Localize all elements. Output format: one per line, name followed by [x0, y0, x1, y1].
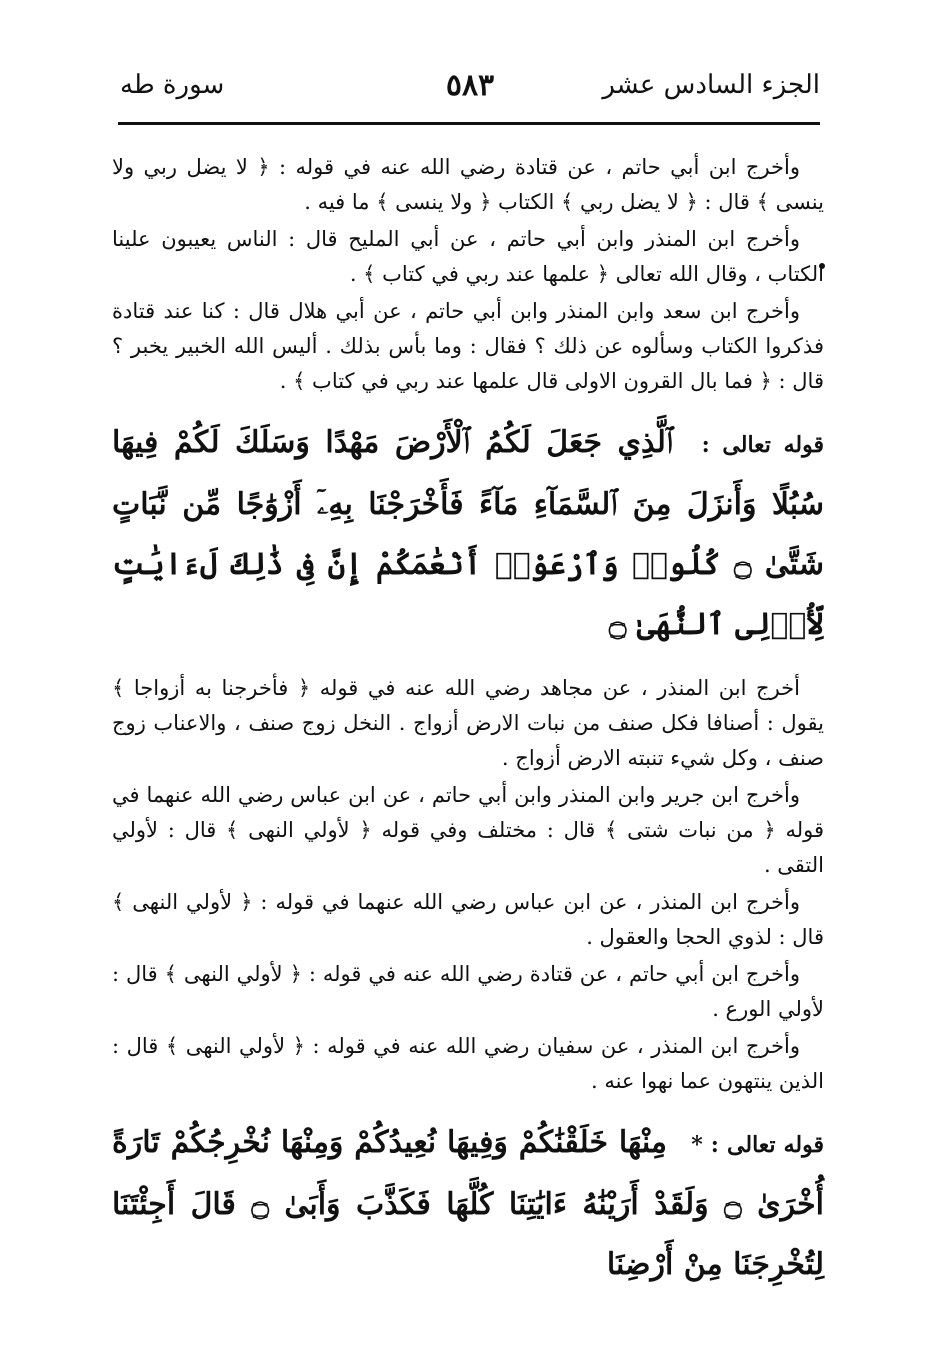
header-rule	[118, 122, 820, 125]
paragraph-8: وأخرج ابن المنذر ، عن سفيان رضي الله عنه في قوله : ﴿ لأولي النهى ﴾ قال : الذين ينتهون عما نهوا عنه .	[112, 1034, 824, 1093]
page-content	[112, 150, 824, 1311]
verse-intro-label: قوله تعالى :	[701, 432, 824, 458]
quran-verse-1	[112, 413, 824, 655]
paragraph-5: وأخرج ابن جرير وابن المنذر وابن أبي حاتم ، عن ابن عباس رضي الله عنهما في قوله ﴿ من نبات شتى ﴾ قال : مختلف وفي قوله ﴿ لأولي النهى ﴾ قال : لأولي التقى .	[112, 783, 824, 877]
page-number: ٥٨٣	[445, 68, 495, 103]
paragraph-6: وأخرج ابن المنذر ، عن ابن عباس رضي الله عنهما في قوله : ﴿ لأولي النهى ﴾ قال : لذوي الحجا والعقول .	[112, 890, 824, 949]
paragraph-3: وأخرج ابن سعد وابن المنذر وابن أبي حاتم ، عن أبي هلال قال : كنا عند قتادة فذكروا الكتاب وسألوه عن ذلك ؟ فقال : وما بأس بذلك . أليس الله الخبير يخبر ؟ قال : ﴿ فما بال القرون الاولى قال علمها عند ربي في كتاب ﴾ .	[112, 299, 824, 393]
paragraph-1: وأخرج ابن أبي حاتم ، عن قتادة رضي الله عنه في قوله : ﴿ لا يضل ربي ولا ينسى ﴾ قال : ﴿ لا يضل ربي ﴾ الكتاب ﴿ ولا ينسى ﴾ ما فيه .	[112, 155, 824, 214]
paragraph-2: وأخرج ابن المنذر وابن أبي حاتم ، عن أبي المليح قال : الناس يعيبون علينا الكتاب ، وقال الله تعالى ﴿ علمها عند ربي في كتاب ﴾ .	[112, 227, 824, 286]
verse-text: ٱلَّذِي جَعَلَ لَكُمُ ٱلْأَرْضَ مَهْدًا وَسَلَكَ لَكُمْ فِيهَا سُبُلًا وَأَنزَلَ مِنَ ٱلسَّمَآءِ مَآءً فَأَخْرَجْنَا بِهِۦٓ أَزْوَٰجًا مِّن نَّبَاتٍ شَتَّىٰ ۝ كُلُوا۟ وَٱرْعَوْا۟ أَنْعَٰمَكُمْ إِنَّ فِى ذَٰلِكَ لَءَايَٰتٍ لِّأُو۟لِى ٱلنُّهَىٰ ۝	[112, 425, 824, 642]
verse-text: مِنْهَا خَلَقْنَٰكُمْ وَفِيهَا نُعِيدُكُمْ وَمِنْهَا نُخْرِجُكُمْ تَارَةً أُخْرَىٰ ۝ وَلَقَدْ أَرَيْنَٰهُ ءَايَٰتِنَا كُلَّهَا فَكَذَّبَ وَأَبَىٰ ۝ قَالَ أَجِئْتَنَا لِتُخْرِجَنَا مِنْ أَرْضِنَا	[112, 1125, 825, 1282]
page-header	[120, 58, 820, 118]
quran-verse-2	[112, 1113, 824, 1295]
header-sura-label: سورة طه	[120, 70, 225, 100]
paragraph-4: أخرج ابن المنذر ، عن مجاهد رضي الله عنه في قوله ﴿ فأخرجنا به أزواجا ﴾ يقول : أصنافا فكل صنف من نبات الارض أزواج . النخل زوج صنف ، والاعناب زوج صنف ، وكل شيء تنبته الارض أزواج .	[112, 676, 824, 770]
paragraph-7: وأخرج ابن أبي حاتم ، عن قتادة رضي الله عنه في قوله : ﴿ لأولي النهى ﴾ قال : لأولي الورع .	[112, 962, 824, 1021]
header-part-label: الجزء السادس عشر	[602, 70, 820, 100]
verse-intro-label: قوله تعالى : *	[691, 1132, 824, 1158]
